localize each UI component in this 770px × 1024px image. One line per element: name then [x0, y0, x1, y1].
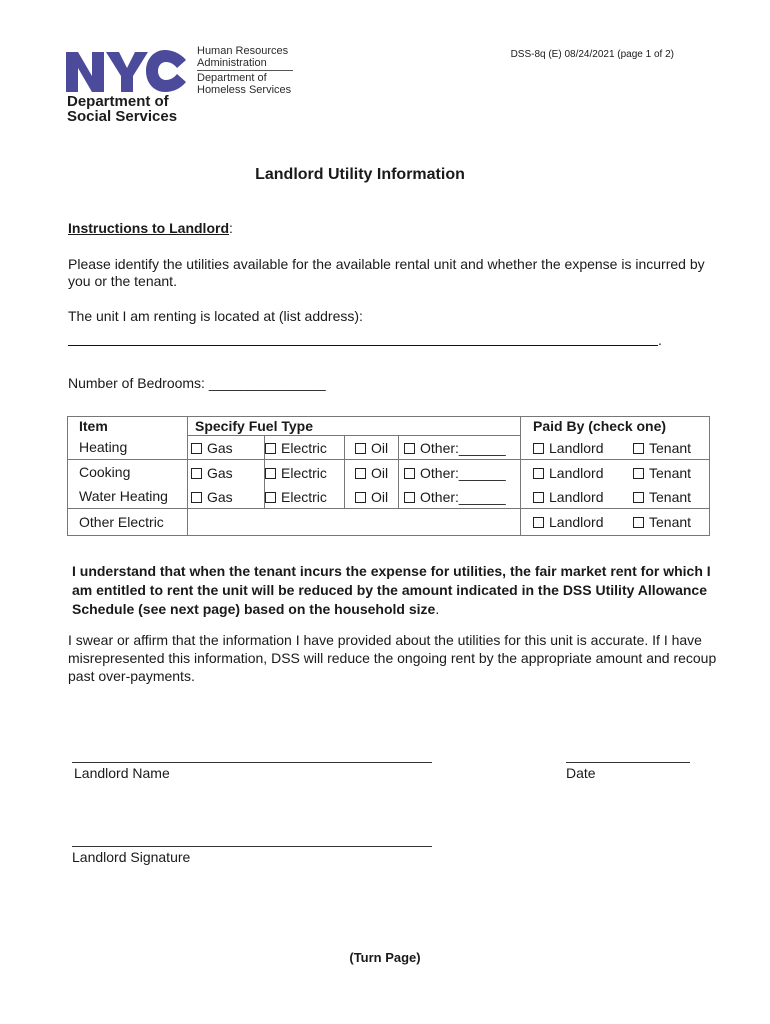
agency-line: Homeless Services: [197, 84, 292, 96]
checkbox-icon: [191, 492, 202, 503]
checkbox-other-electric-landlord[interactable]: [533, 514, 604, 530]
checkbox-water-oil[interactable]: [355, 489, 388, 505]
dhs-name: [197, 72, 291, 96]
fair-market-rent-statement: [72, 562, 712, 619]
address-period: .: [658, 332, 662, 348]
checkbox-label: Oil: [371, 489, 389, 505]
checkbox-icon: [533, 443, 544, 454]
checkbox-icon: [633, 517, 644, 528]
header-item: Item: [79, 418, 108, 434]
checkbox-label: Tenant: [649, 489, 692, 505]
checkbox-icon: [191, 443, 202, 454]
checkbox-label: Tenant: [649, 514, 692, 530]
logo-text: NYC: [128, 74, 131, 75]
checkbox-label: Gas: [207, 440, 233, 456]
checkbox-cooking-tenant[interactable]: [633, 465, 691, 481]
checkbox-label: Electric: [281, 440, 327, 456]
checkbox-label: Landlord: [549, 489, 604, 505]
checkbox-heating-other[interactable]: [404, 440, 506, 456]
checkbox-label: Landlord: [549, 440, 604, 456]
checkbox-icon: [533, 517, 544, 528]
checkbox-cooking-landlord[interactable]: [533, 465, 604, 481]
checkbox-icon: [355, 443, 366, 454]
instructions-paragraph: Please identify the utilities available for the available rental unit and whether the expense is incurred by you or the tenant.: [68, 256, 705, 289]
checkbox-icon: [265, 443, 276, 454]
checkbox-icon: [355, 468, 366, 479]
header-fuel-type: Specify Fuel Type: [195, 418, 313, 434]
address-prompt: The unit I am renting is located at (list address):: [68, 308, 363, 324]
checkbox-icon: [191, 468, 202, 479]
checkbox-label: Landlord: [549, 514, 604, 530]
header-paid-by: Paid By (check one): [533, 418, 667, 434]
statement-period: .: [435, 601, 440, 617]
checkbox-label: Tenant: [649, 440, 692, 456]
table-divider: [187, 435, 520, 436]
page-title: Landlord Utility Information: [255, 166, 465, 183]
instructions-heading-text: Instructions to Landlord: [68, 220, 229, 236]
agency-line: Human Resources: [197, 45, 289, 57]
row-label-heating: Heating: [79, 439, 128, 455]
checkbox-icon: [355, 492, 366, 503]
dss-name: [67, 94, 177, 124]
landlord-name-line[interactable]: [72, 762, 432, 763]
table-divider: [344, 435, 345, 508]
checkbox-cooking-oil[interactable]: [355, 465, 388, 481]
checkbox-heating-tenant[interactable]: [633, 440, 691, 456]
row-label-other-electric: Other Electric: [79, 514, 164, 530]
checkbox-icon: [404, 492, 415, 503]
checkbox-water-electric[interactable]: [265, 489, 327, 505]
checkbox-water-gas[interactable]: [191, 489, 233, 505]
checkbox-icon: [404, 443, 415, 454]
instructions-colon: :: [229, 220, 233, 236]
dss-line: Social Services: [67, 108, 178, 125]
checkbox-label: Electric: [281, 489, 327, 505]
checkbox-other-electric-tenant[interactable]: [633, 514, 691, 530]
checkbox-label: Gas: [207, 465, 233, 481]
checkbox-label: Other:______: [420, 465, 506, 481]
checkbox-label: Oil: [371, 465, 389, 481]
date-line[interactable]: [566, 762, 690, 763]
checkbox-label: Landlord: [549, 465, 604, 481]
checkbox-icon: [404, 468, 415, 479]
statement-bold-text: I understand that when the tenant incurs the expense for utilities, the fair market rent for which I am entitled to rent the unit will be reduced by the amount indicated in the DSS Utility Allowance Schedule (see next page) based on the household size: [72, 563, 711, 617]
checkbox-icon: [633, 492, 644, 503]
nyc-logo-icon: [66, 44, 190, 92]
checkbox-label: Other:______: [420, 440, 506, 456]
affirmation-paragraph: I swear or affirm that the information I have provided about the utilities for this unit is accurate. If I have misrepresented this information, DSS will reduce the ongoing rent by the appropriate amount and recoup past over-payments.: [68, 632, 717, 684]
landlord-signature-line[interactable]: [72, 846, 432, 847]
agency-line: Department of: [197, 72, 267, 84]
table-divider: [68, 459, 709, 460]
checkbox-water-tenant[interactable]: [633, 489, 691, 505]
landlord-name-label: Landlord Name: [74, 765, 170, 781]
checkbox-icon: [533, 492, 544, 503]
checkbox-icon: [633, 443, 644, 454]
table-divider: [520, 417, 521, 535]
checkbox-icon: [633, 468, 644, 479]
checkbox-cooking-gas[interactable]: [191, 465, 233, 481]
landlord-signature-label: Landlord Signature: [72, 849, 191, 865]
checkbox-label: Other:______: [420, 489, 506, 505]
checkbox-icon: [533, 468, 544, 479]
table-divider: [398, 435, 399, 508]
checkbox-water-landlord[interactable]: [533, 489, 604, 505]
table-divider: [68, 508, 709, 509]
checkbox-label: Electric: [281, 465, 327, 481]
checkbox-heating-landlord[interactable]: [533, 440, 604, 456]
checkbox-icon: [265, 492, 276, 503]
date-label: Date: [566, 765, 596, 781]
row-label-water-heating: Water Heating: [79, 488, 168, 504]
checkbox-water-other[interactable]: [404, 489, 506, 505]
checkbox-label: Tenant: [649, 465, 692, 481]
address-field-line[interactable]: [68, 345, 658, 346]
checkbox-cooking-other[interactable]: [404, 465, 506, 481]
checkbox-label: Gas: [207, 489, 233, 505]
checkbox-heating-gas[interactable]: [191, 440, 233, 456]
checkbox-icon: [265, 468, 276, 479]
agency-line: Administration: [197, 57, 267, 69]
form-code: DSS-8q (E) 08/24/2021 (page 1 of 2): [510, 49, 674, 60]
checkbox-heating-oil[interactable]: [355, 440, 388, 456]
row-label-cooking: Cooking: [79, 464, 131, 480]
utility-table: [67, 416, 710, 536]
turn-page-note: (Turn Page): [349, 950, 421, 965]
checkbox-label: Oil: [371, 440, 389, 456]
checkbox-heating-electric[interactable]: [265, 440, 327, 456]
checkbox-cooking-electric[interactable]: [265, 465, 327, 481]
agency-logo: [66, 44, 296, 128]
dss-line: Department of: [67, 93, 169, 110]
logo-divider: [197, 70, 293, 71]
hra-name: [197, 45, 288, 69]
bedrooms-field[interactable]: Number of Bedrooms: _______________: [68, 375, 326, 391]
instructions-heading: [68, 220, 233, 236]
